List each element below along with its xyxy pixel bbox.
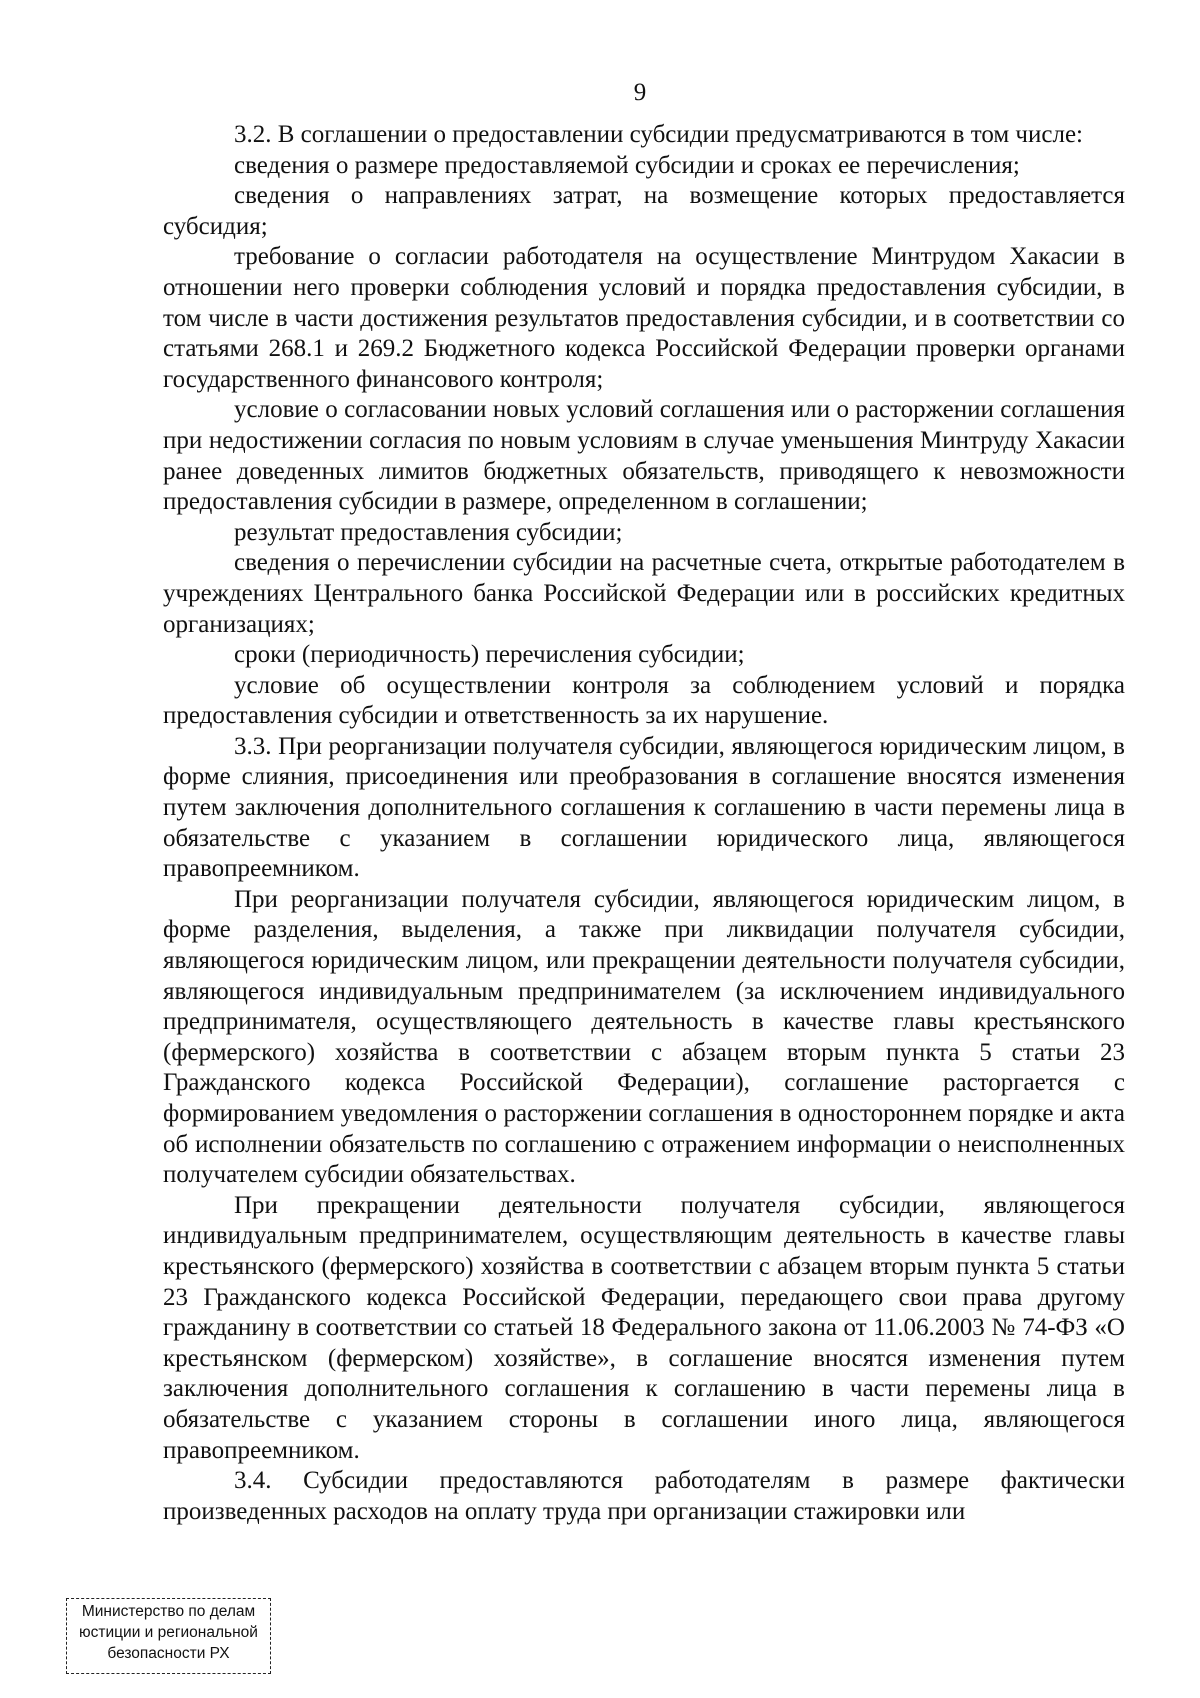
page-number: 9 — [633, 79, 647, 106]
paragraph-control-condition: условие об осуществлении контроля за соблюдением условий и порядка предоставления субсидии и ответственность за их нарушение. — [163, 671, 1125, 730]
paragraph-3-3: 3.3. При реорганизации получателя субсидии, являющегося юридическим лицом, в форме слияния, присоединения или преобразования в соглашение вносятся изменения путем заключения дополнительного соглашения к соглашению в части перемены лица в обязательстве с указанием в соглашении юридического лица, являющегося правопреемником. — [163, 732, 1125, 883]
paragraph-reorganization: При реорганизации получателя субсидии, являющегося юридическим лицом, в форме разделения, выделения, а также при ликвидации получателя субсидии, являющегося юридическим лицом, или прекращении деятельности получателя субсидии, являющегося индивидуальным предпринимателем (за исключением индивидуального предпринимателя, осуществляющего деятельность в качестве главы крестьянского (фермерского) хозяйства в соответствии с абзацем вторым пункта 5 статьи 23 Гражданского кодекса Российской Федерации), соглашение расторгается с формированием уведомления о расторжении соглашения в одностороннем порядке и акта об исполнении обязательств по соглашению с отражением информации о неисполненных получателем субсидии обязательствах. — [163, 885, 1125, 1189]
stamp-line-2: юстиции и региональной — [79, 1624, 258, 1641]
stamp-line-1: Министерство по делам — [81, 1603, 256, 1620]
paragraph-termination: При прекращении деятельности получателя субсидии, являющегося индивидуальным предпринимателем, осуществляющим деятельность в качестве главы крестьянского (фермерского) хозяйства в соответствии с абзацем вторым пункта 5 статьи 23 Гражданского кодекса Российской Федерации, передающего свои права другому гражданину в соответствии со статьей 18 Федерального закона от 11.06.2003 № 74-ФЗ «О крестьянском (фермерском) хозяйстве», в соглашение вносятся изменения путем заключения дополнительного соглашения к соглашению в части перемены лица в обязательстве с указанием стороны в соглашении иного лица, являющегося правопреемником. — [163, 1191, 1125, 1464]
paragraph-transfer-accounts: сведения о перечислении субсидии на расчетные счета, открытые работодателем в учреждениях Центрального банка Российской Федерации или в российских кредитных организациях; — [163, 549, 1125, 638]
paragraph-cost-directions: сведения о направлениях затрат, на возмещение которых предоставляется субсидия; — [163, 182, 1125, 240]
paragraph-3-2: 3.2. В соглашении о предоставлении субсидии предусматриваются в том числе: — [234, 121, 1083, 148]
document-body — [163, 120, 1125, 1527]
paragraph-3-4: 3.4. Субсидии предоставляются работодателям в размере фактически произведенных расходов на оплату труда при организации стажировки или — [163, 1467, 1125, 1525]
paragraph-subsidy-result: результат предоставления субсидии; — [234, 518, 623, 546]
ministry-stamp — [66, 1598, 271, 1674]
paragraph-inspection-consent: требование о согласии работодателя на осуществление Минтрудом Хакасии в отношении него проверки соблюдения условий и порядка предоставления субсидии, в том числе в части достижения результатов предоставления субсидии, и в соответствии со статьями 268.1 и 269.2 Бюджетного кодекса Российской Федерации проверки органами государственного финансового контроля; — [163, 243, 1125, 393]
paragraph-transfer-schedule: сроки (периодичность) перечисления субсидии; — [234, 641, 745, 669]
paragraph-new-conditions: условие о согласовании новых условий соглашения или о расторжении соглашения при недостижении согласия по новым условиям в случае уменьшения Минтруду Хакасии ранее доведенных лимитов бюджетных обязательств, приводящего к невозможности предоставления субсидии в размере, определенном в соглашении; — [163, 396, 1125, 516]
paragraph-subsidy-amount: сведения о размере предоставляемой субсидии и сроках ее перечисления; — [234, 151, 1020, 179]
stamp-line-3: безопасности РХ — [107, 1645, 230, 1662]
